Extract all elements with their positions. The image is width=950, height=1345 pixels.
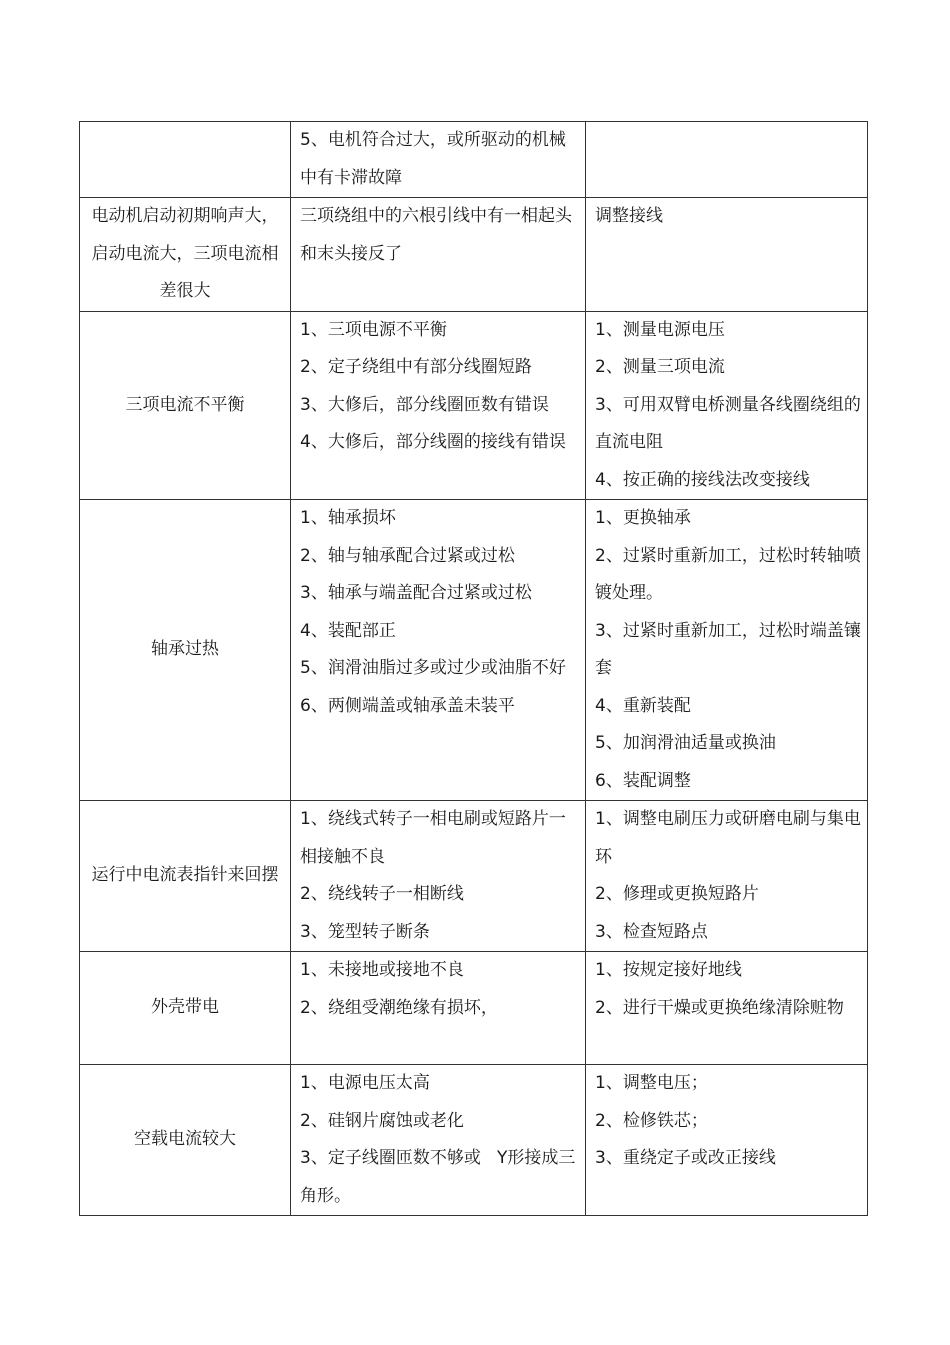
cause-text: 三项绕组中的六根引线中有一相起头和末头接反了 — [300, 206, 572, 264]
cause-text: 5、电机符合过大，或所驱动的机械中有卡滞故障 — [300, 130, 566, 188]
symptom-cell — [80, 952, 291, 1065]
symptom-cell — [80, 198, 291, 312]
remedy-cell — [586, 311, 868, 500]
cause-text: 1、未接地或接地不良 2、绕组受潮绝缘有损坏， — [300, 960, 498, 1018]
table-row — [80, 500, 868, 801]
cause-cell — [291, 198, 586, 312]
cause-text: 1、绕线式转子一相电刷或短路片一相接触不良 2、绕线转子一相断线 3、笼型转子断条 — [300, 809, 566, 942]
remedy-text: 1、按规定接好地线 2、进行干燥或更换绝缘清除赃物 — [595, 960, 844, 1018]
cause-text: 1、电源电压太高 2、硅钢片腐蚀或老化 3、定子线圈匝数不够或 Y形接成三角形。 — [300, 1073, 576, 1206]
remedy-cell — [586, 801, 868, 952]
cause-cell — [291, 311, 586, 500]
table-row — [80, 122, 868, 198]
table-row — [80, 198, 868, 312]
symptom-text: 空载电流较大 — [134, 1129, 236, 1150]
remedy-cell — [586, 500, 868, 801]
symptom-text: 轴承过热 — [151, 639, 219, 660]
cause-cell — [291, 500, 586, 801]
symptom-cell — [80, 500, 291, 801]
remedy-text: 调整接线 — [595, 206, 663, 226]
cause-text: 1、轴承损坏 2、轴与轴承配合过紧或过松 3、轴承与端盖配合过紧或过松 4、装配部正 5、润滑油脂过多或过少或油脂不好 6、两侧端盖或轴承盖未装平 — [300, 508, 566, 716]
remedy-text: 1、调整电刷压力或研磨电刷与集电环 2、修理或更换短路片 3、检查短路点 — [595, 809, 861, 942]
symptom-cell — [80, 1065, 291, 1216]
cause-cell — [291, 801, 586, 952]
symptom-text: 三项电流不平衡 — [125, 394, 245, 415]
remedy-text: 1、调整电压； 2、检修铁芯； 3、重绕定子或改正接线 — [595, 1073, 776, 1168]
table-row — [80, 801, 868, 952]
motor-fault-table — [79, 121, 868, 1216]
symptom-cell — [80, 122, 291, 198]
symptom-cell — [80, 311, 291, 500]
remedy-text: 1、测量电源电压 2、测量三项电流 3、可用双臂电桥测量各线圈绕组的直流电阻 4、按正确的接线法改变接线 — [595, 319, 861, 490]
remedy-cell — [586, 122, 868, 198]
cause-text: 1、三项电源不平衡 2、定子绕组中有部分线圈短路 3、大修后，部分线圈匝数有错误 4、大修后，部分线圈的接线有错误 — [300, 319, 566, 452]
symptom-text: 外壳带电 — [151, 997, 219, 1018]
cause-cell — [291, 1065, 586, 1216]
remedy-cell — [586, 952, 868, 1065]
cause-cell — [291, 122, 586, 198]
table-row — [80, 952, 868, 1065]
symptom-text: 电动机启动初期响声大，启动电流大，三项电流相差很大 — [91, 206, 279, 301]
cause-cell — [291, 952, 586, 1065]
remedy-cell — [586, 1065, 868, 1216]
symptom-text: 运行中电流表指针来回摆 — [91, 865, 279, 886]
remedy-cell — [586, 198, 868, 312]
symptom-cell — [80, 801, 291, 952]
table-row — [80, 1065, 868, 1216]
remedy-text: 1、更换轴承 2、过紧时重新加工，过松时转轴喷镀处理。 3、过紧时重新加工，过松时端盖镶套 4、重新装配 5、加润滑油适量或换油 6、装配调整 — [595, 508, 861, 791]
table-row — [80, 311, 868, 500]
